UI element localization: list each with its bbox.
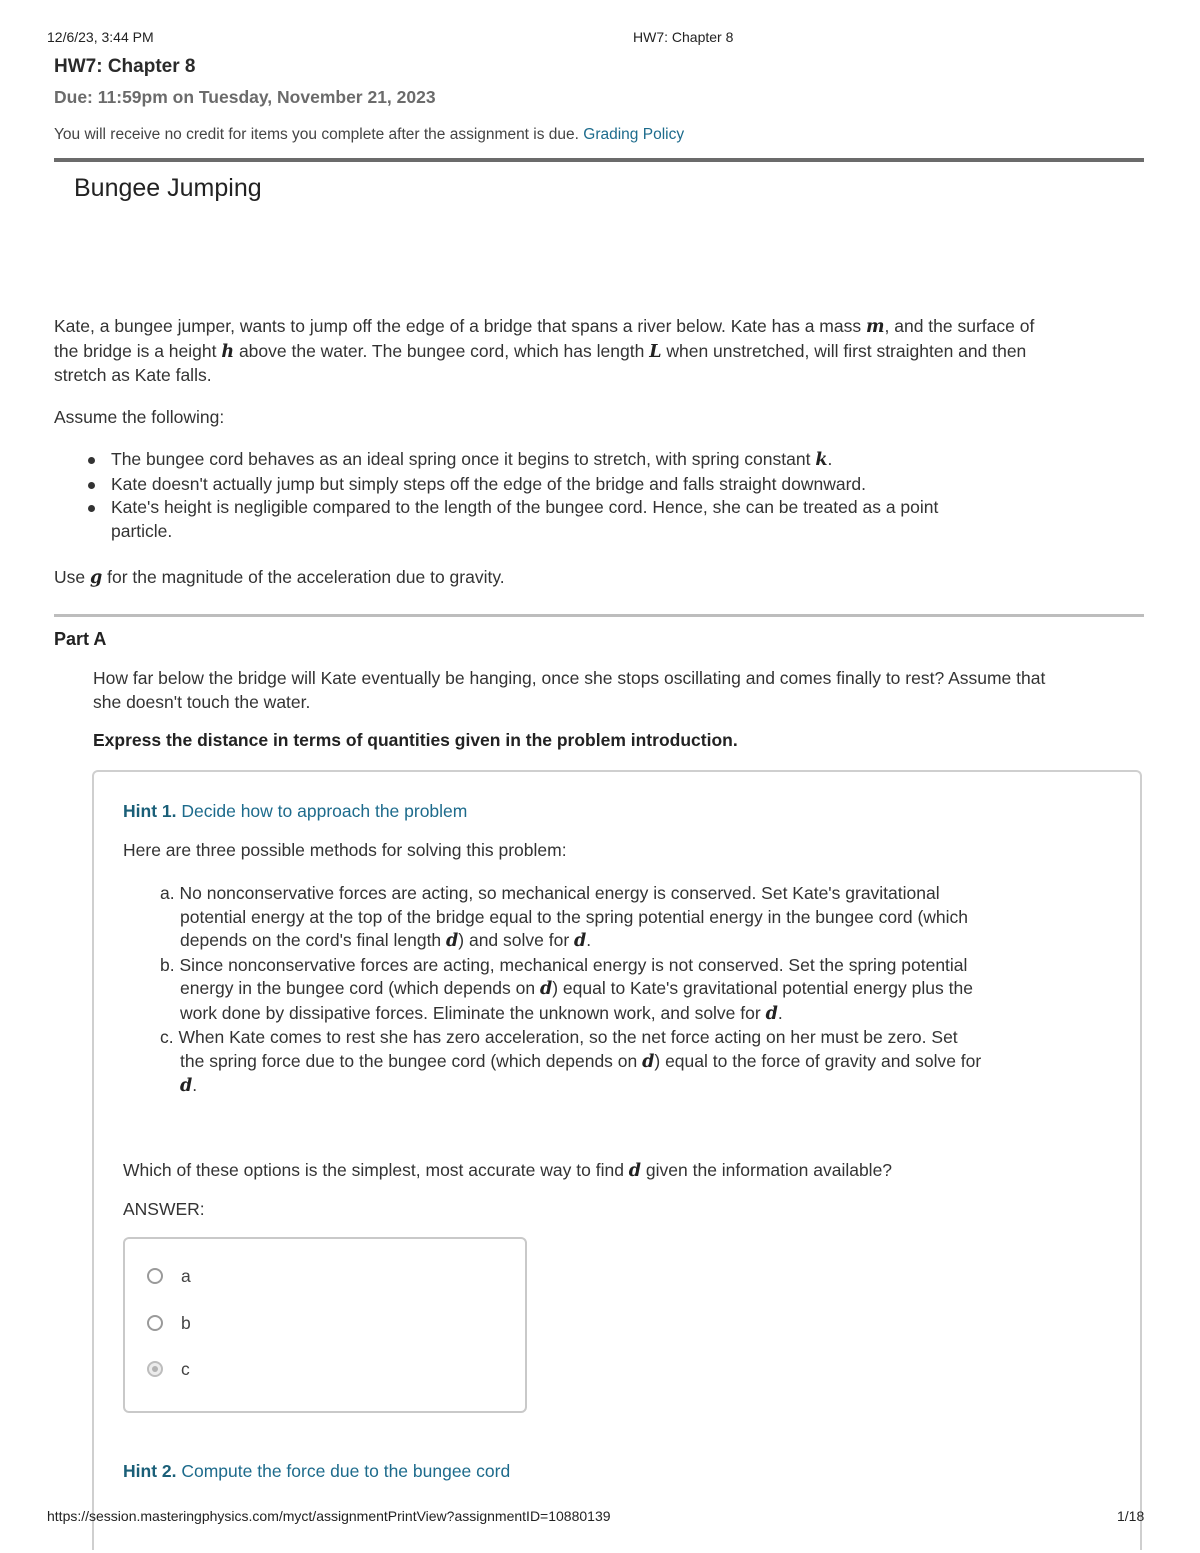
method-text: . [777, 1002, 783, 1023]
method-text: work done by dissipative forces. Eliminate the unknown work, and solve for [180, 1002, 766, 1023]
assumption-text: Kate's height is negligible compared to the length of the bungee cord. Hence, she can be treated as a point [111, 497, 939, 517]
method-b [160, 954, 981, 978]
method-a [160, 882, 981, 906]
var-d: d [765, 1003, 778, 1024]
part-a-label: Part A [54, 629, 107, 649]
intro-text: the bridge is a height [54, 340, 222, 361]
assignment-title: HW7: Chapter 8 [54, 56, 196, 77]
method-marker: b. [160, 954, 175, 975]
which-text: Which of these options is the simplest, most accurate way to find [123, 1160, 629, 1180]
part-a-question [93, 667, 1045, 714]
hint-2-header[interactable] [123, 1460, 510, 1483]
method-text: No nonconservative forces are acting, so mechanical energy is conserved. Set Kate's gravitational [179, 883, 940, 903]
option-a-radio[interactable] [147, 1268, 163, 1284]
gravity-note [54, 566, 505, 591]
bullet-icon [88, 457, 95, 464]
method-text: Since nonconservative forces are acting, mechanical energy is not conserved. Set the spring potential [179, 954, 968, 975]
part-a-instruction: Express the distance in terms of quantities given in the problem introduction. [93, 730, 738, 750]
option-b-label[interactable]: b [181, 1313, 191, 1333]
intro-text: above the water. The bungee cord, which has length [234, 340, 650, 361]
method-marker: a. [160, 883, 175, 903]
var-h: h [221, 341, 235, 362]
method-text: ) equal to the force of gravity and solve for [654, 1050, 982, 1071]
bullet-icon [88, 482, 95, 489]
method-text: ) and solve for [458, 930, 575, 950]
which-text: given the information available? [641, 1160, 893, 1180]
var-d: d [574, 931, 587, 951]
var-g: g [89, 568, 103, 588]
assumption-1 [54, 448, 938, 473]
question-line-2: she doesn't touch the water. [93, 691, 311, 712]
var-k: k [815, 450, 828, 470]
var-d: d [180, 1076, 193, 1096]
intro-text: when unstretched, will first straighten and then [661, 340, 1027, 361]
hint-1-number: Hint 1. [123, 801, 177, 821]
method-c-line-2 [160, 1050, 981, 1075]
method-text: energy in the bungee cord (which depends on [180, 978, 540, 998]
assumption-3 [54, 496, 938, 543]
intro-line-2 [54, 340, 1034, 365]
assume-label: Assume the following: [54, 407, 225, 427]
assumption-text: . [827, 449, 833, 469]
hint-2-title-link[interactable]: Compute the force due to the bungee cord [181, 1461, 511, 1481]
grading-policy-link[interactable]: Grading Policy [583, 126, 685, 143]
hint-1-title-link[interactable]: Decide how to approach the problem [181, 801, 468, 821]
method-list [160, 882, 981, 1099]
var-d: d [446, 931, 459, 951]
answer-label: ANSWER: [123, 1199, 205, 1219]
problem-intro [54, 315, 1034, 388]
late-notice [54, 126, 684, 144]
method-text: depends on the cord's final length [180, 930, 447, 950]
which-question [123, 1159, 892, 1184]
method-text: ) equal to Kate's gravitational potential energy plus the [552, 978, 973, 998]
question-line-1: How far below the bridge will Kate eventually be hanging, once she stops oscillating and comes finally to rest? Assume that [93, 668, 1046, 688]
hint-2-number: Hint 2. [123, 1461, 177, 1481]
var-L: L [649, 341, 662, 362]
intro-line-1 [54, 315, 1034, 340]
bullet-icon [88, 505, 95, 512]
method-c [160, 1026, 981, 1050]
assumption-text: particle. [111, 520, 173, 541]
option-b-radio[interactable] [147, 1315, 163, 1331]
due-date: Due: 11:59pm on Tuesday, November 21, 2023 [54, 87, 436, 107]
page-number: 1/18 [1117, 1508, 1145, 1524]
intro-line-3: stretch as Kate falls. [54, 365, 212, 385]
intro-text: , and the surface of [884, 316, 1035, 336]
method-text: When Kate comes to rest she has zero acceleration, so the net force acting on her must be zero. Set [178, 1027, 958, 1047]
print-doc-title: HW7: Chapter 8 [633, 29, 734, 45]
method-a-line-3 [160, 929, 981, 954]
option-c-label[interactable]: c [181, 1359, 190, 1379]
var-d: d [628, 1161, 642, 1181]
method-b-line-2 [160, 977, 981, 1002]
print-datetime: 12/6/23, 3:44 PM [47, 29, 154, 45]
assumption-text: The bungee cord behaves as an ideal spring once it begins to stretch, with spring constant [111, 449, 816, 469]
option-a-label[interactable]: a [181, 1266, 191, 1286]
method-text: . [192, 1075, 198, 1095]
hint-1-header[interactable] [123, 800, 467, 823]
hint-1-intro: Here are three possible methods for solving this problem: [123, 840, 567, 860]
method-text: . [586, 930, 592, 950]
method-a-line-2: potential energy at the top of the bridge equal to the spring potential energy in the bungee cord (which [180, 906, 969, 927]
assumption-text: Kate doesn't actually jump but simply steps off the edge of the bridge and falls straight downward. [111, 473, 866, 494]
method-marker: c. [160, 1027, 174, 1047]
intro-text: Kate, a bungee jumper, wants to jump off the edge of a bridge that spans a river below. Kate has a mass [54, 316, 866, 336]
var-d: d [642, 1051, 655, 1072]
var-m: m [865, 317, 885, 337]
problem-title: Bungee Jumping [74, 174, 262, 202]
part-divider [54, 614, 1144, 617]
method-c-line-3 [160, 1074, 981, 1099]
method-text: the spring force due to the bungee cord (which depends on [180, 1050, 643, 1071]
option-c-radio[interactable] [147, 1361, 163, 1377]
gravity-text: Use [54, 567, 90, 587]
print-url: https://session.masteringphysics.com/myct/assignmentPrintView?assignmentID=10880139 [47, 1508, 611, 1524]
assumption-2 [54, 473, 938, 497]
var-d: d [539, 979, 553, 999]
late-notice-text: You will receive no credit for items you complete after the assignment is due. [54, 126, 579, 143]
header-divider [54, 158, 1144, 162]
gravity-text: for the magnitude of the acceleration due to gravity. [102, 567, 505, 587]
method-b-line-3 [160, 1002, 981, 1027]
assumption-list [54, 448, 938, 543]
